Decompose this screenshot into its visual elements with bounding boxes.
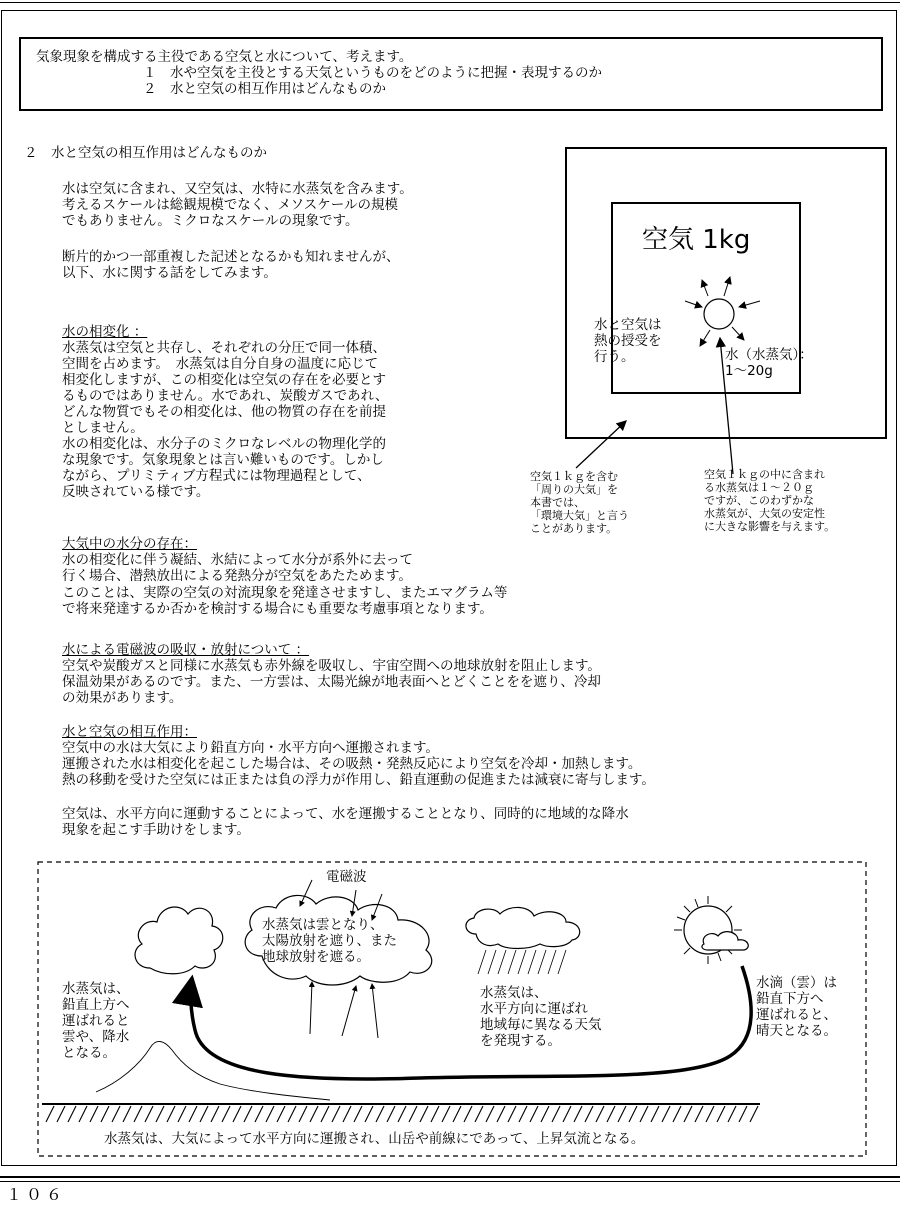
intro-para-line: 以下、水に関する話をしてみます。 <box>62 265 277 281</box>
intro-para-line: でもありません。ミクロなスケールの現象です。 <box>62 213 359 229</box>
right-text-line: 鉛直下方へ <box>756 991 824 1007</box>
phase-line: どんな物質でもその相変化は、他の物質の存在を前提 <box>62 404 386 420</box>
figure-caption: 水蒸気は、大気によって水平方向に運搬され、山岳や前線にであって、上昇気流となる。 <box>104 1131 645 1147</box>
left-text-line: となる。 <box>62 1045 116 1061</box>
heat-label-line: 行う。 <box>594 349 635 365</box>
interaction-line: 運搬された水は相変化を起こした場合は、その吸熱・発熱反応により空気を冷却・加熱します。 <box>62 756 642 772</box>
vapor-note-line: 空気１ｋｇの中に含まれ <box>704 468 825 481</box>
cloud-text-line: 地球放射を遮る。 <box>262 949 370 965</box>
env-note-line: ことがあります。 <box>530 522 618 535</box>
right-text-line: 水滴（雲）は <box>756 975 837 991</box>
left-text-line: 雲や、降水 <box>62 1029 130 1045</box>
phase-line: 水蒸気は空気と共存し、それぞれの分圧で同一体積、 <box>62 340 386 356</box>
interaction-line: 空気中の水は大気により鉛直方向・水平方向へ運搬されます。 <box>62 740 439 756</box>
env-note-line: 「環境大気」と言う <box>530 509 629 522</box>
intro-para-line: 考えるスケールは総観規模でなく、メソスケールの規模 <box>62 197 399 213</box>
cloud-text-line: 水蒸気は雲となり、 <box>262 917 384 933</box>
moisture-line: 水の相変化に伴う凝結、氷結によって水分が系外に去って <box>62 552 413 568</box>
water-vapor-circle <box>704 299 734 329</box>
left-text-line: 運ばれると <box>62 1013 130 1029</box>
heat-label-line: 水と空気は <box>594 317 662 333</box>
moisture-line: このことは、実際の空気の対流現象を発達させますし、またエマグラム等 <box>62 585 508 601</box>
intro-para-line: 断片的かつ一部重複した記述となるかも知れませんが、 <box>62 249 400 265</box>
phase-line: としません。 <box>62 420 144 436</box>
left-text-line: 鉛直上方へ <box>62 997 130 1013</box>
bottom-rule-thin <box>0 1181 900 1182</box>
em-wave-label: 電磁波 <box>326 869 367 885</box>
cloud-text-line: 太陽放射を遮り、また <box>262 933 397 949</box>
rain-cloud <box>466 907 580 948</box>
page-number: １０６ <box>6 1185 67 1204</box>
vapor-note-line: る水蒸気は１～２０ｇ <box>704 481 814 494</box>
vapor-note-line: ですが、このわずかな <box>704 494 814 507</box>
phase-line: 相変化しますが、この相変化は空気の存在を必要とす <box>62 372 386 388</box>
ground-hatching <box>46 1106 758 1122</box>
left-text-line: 水蒸気は、 <box>62 981 130 997</box>
env-note-line: 「周りの大気」を <box>530 483 618 496</box>
cumulus-cloud <box>135 907 223 974</box>
air-1kg-title: 空気 1kg <box>642 225 751 255</box>
interaction-line: 空気は、水平方向に運動することによって、水を運搬することとなり、同時的に地域的な降水 <box>62 806 629 822</box>
phase-line: 空間を占めます。 水蒸気は自分自身の温度に応じて <box>62 356 379 372</box>
vapor-label-line: 水（水蒸気）： <box>725 347 813 363</box>
phase-heading: 水の相変化 ： <box>62 324 148 340</box>
env-note-line: 空気１ｋｇを含む <box>530 470 618 483</box>
interaction-line: 現象を起こす手助けをします。 <box>62 822 250 838</box>
mid-text-line: を発現する。 <box>480 1033 561 1049</box>
right-text-line: 運ばれると、 <box>756 1007 837 1023</box>
heat-exchange-arrows <box>685 277 760 346</box>
figure-dashed-frame <box>38 862 866 1156</box>
intro-para-line: 水は空気に含まれ、又空気は、水特に水蒸気を含みます。 <box>62 181 413 197</box>
mid-text-line: 水平方向に運ばれ <box>480 1001 588 1017</box>
heat-label-line: 熱の授受を <box>594 333 662 349</box>
phase-line: るものではありません。水であれ、炭酸ガスであれ、 <box>62 388 389 404</box>
bottom-rule <box>0 1176 900 1178</box>
phase-line: ながら、プリミティブ方程式には物理過程として、 <box>62 468 371 484</box>
right-text-line: 晴天となる。 <box>756 1023 837 1039</box>
interaction-heading: 水と空気の相互作用： <box>62 724 197 740</box>
sun-icon <box>674 896 748 964</box>
interaction-line: 熱の移動を受けた空気には正または負の浮力が作用し、鉛直運動の促進または減衰に寄与します。 <box>62 772 655 788</box>
env-note-line: 本書では、 <box>530 496 585 509</box>
radiation-line: の効果があります。 <box>62 690 183 706</box>
phase-line: 反映されている様です。 <box>62 484 210 500</box>
environment-arrow <box>576 421 626 468</box>
vapor-note-line: に大きな影響を与えます。 <box>704 520 836 533</box>
mid-text-line: 地域毎に異なる天気 <box>480 1017 602 1033</box>
phase-line: な現象です。気象現象とは言い難いものです。しかし <box>62 452 384 468</box>
mountain-outline <box>96 1041 330 1100</box>
mid-text-line: 水蒸気は、 <box>480 985 548 1001</box>
transport-arrow <box>191 966 751 1079</box>
radiation-line: 空気や炭酸ガスと同様に水蒸気も赤外線を吸収し、宇宙空間への地球放射を阻止します。 <box>62 658 601 674</box>
moisture-line: 行く場合、潜熱放出による発熱分が空気をあたためます。 <box>62 568 412 584</box>
vapor-note-line: 水蒸気が、大気の安定性 <box>704 507 825 520</box>
moisture-line: で将来発達するか否かを検討する場合にも重要な考慮事項となります。 <box>62 601 493 617</box>
radiation-line: 保温効果があるのです。また、一方雲は、太陽光線が地表面へとどくことをを遮り、冷却 <box>62 674 601 690</box>
moisture-heading: 大気中の水分の存在： <box>62 536 197 552</box>
rain-lines <box>478 950 566 974</box>
intro-line-3: ２ 水と空気の相互作用はどんなものか <box>143 81 386 97</box>
section-heading: ２ 水と空気の相互作用はどんなものか <box>24 145 267 161</box>
top-rule <box>0 2 900 3</box>
intro-line-1: 気象現象を構成する主役である空気と水について、考えます。 <box>36 49 413 65</box>
vapor-label-line: 1～20g <box>725 363 773 379</box>
intro-line-2: １ 水や空気を主役とする天気というものをどのように把握・表現するのか <box>143 65 602 81</box>
phase-line: 水の相変化は、水分子のミクロなレベルの物理化学的 <box>62 436 386 452</box>
radiation-heading: 水による電磁波の吸収・放射について ： <box>62 642 310 658</box>
